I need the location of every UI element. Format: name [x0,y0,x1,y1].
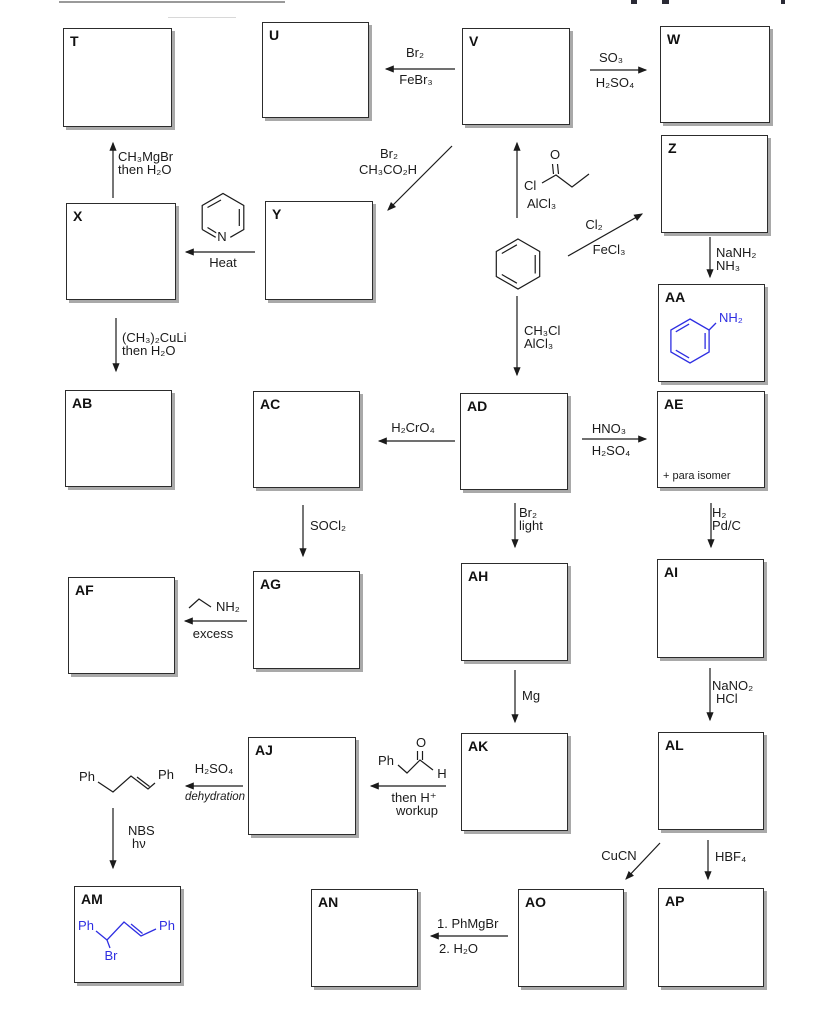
box-label: AA [665,289,686,305]
reagent-br2-radical: Br₂ [519,505,538,520]
box-label: AI [664,564,678,580]
box-label: AP [665,893,685,909]
box-label: AL [665,737,684,753]
reagent-h2so4-dehydration: H₂SO₄ [194,761,234,776]
reagent-cuprate: (CH₃)₂CuLi [122,330,187,345]
box-label: V [469,33,479,49]
reagent-nano2: NaNO₂ [712,678,754,693]
reagent-then-h2o-grignard: then H₂O [118,162,172,177]
reagent-then-h-plus: then H⁺ [391,790,437,805]
phenylacetaldehyde-structure [398,751,433,773]
box-label: AF [75,582,94,598]
reagent-alcl3-alkylation: AlCl₃ [524,336,554,351]
reagent-dehydration: dehydration [184,791,246,803]
box-label: AK [468,738,489,754]
bromo-diphenylpropene-structure [96,922,156,948]
reagent-alcl3-acylation: AlCl₃ [527,196,557,211]
aniline-double-bonds [676,324,705,358]
box-label: AM [81,891,103,907]
aniline-structure [671,319,716,363]
reagent-hbf4: HBF₄ [715,849,747,864]
reagent-heat: Heat [209,255,237,270]
reagent-ch3cl: CH₃Cl [524,323,561,338]
reagent-nh3: NH₃ [716,258,741,273]
acyl-bonds [542,174,589,187]
reagent-workup: workup [396,803,438,818]
aniline-hexagon [671,319,709,363]
aniline-nh2-bond [709,323,716,330]
reagent-then-h2o-cuprate: then H₂O [122,343,176,358]
atom-cl-acyl: Cl [524,178,537,193]
box-label: U [269,27,280,43]
ethylamine-bonds [189,599,211,608]
reagent-br2-febr3-bottom: FeBr₃ [399,72,433,87]
box-label: AD [467,398,488,414]
atom-ph-alkene-left: Ph [79,769,95,784]
reagent-light: light [519,518,543,533]
reagent-so3: SO₃ [598,50,624,65]
box-label: W [667,31,681,47]
reagent-ch3co2h: CH₃CO₂H [358,162,418,177]
reagent-ch3mgbr: CH₃MgBr [118,149,174,164]
box-label: AN [318,894,339,910]
box-label: AC [260,396,281,412]
reagent-excess: excess [192,626,234,641]
reagent-br2-febr3-top: Br₂ [405,45,425,60]
atom-nh2-aniline: NH₂ [719,310,743,325]
atom-o-acyl: O [549,147,561,162]
box-label: AH [468,568,489,584]
aldehyde-bonds [398,760,433,773]
reagent-h2o-workup: 2. H₂O [439,941,478,956]
reagent-nbs: NBS [128,823,155,838]
reagent-h2so4-nitration: H₂SO₄ [591,443,631,458]
reagent-br2-acoh-top: Br₂ [379,146,399,161]
acyl-co-double-bond [553,164,559,174]
atom-ph-alkene-right: Ph [158,767,174,782]
atom-ph-am-left: Ph [78,918,94,933]
atom-h-aldehyde: H [437,766,447,781]
box-label: Z [668,140,677,156]
atom-br-am: Br [104,948,118,963]
am-alkene-bonds [96,922,156,940]
box-label: AG [260,576,281,592]
reagent-pd-c: Pd/C [712,518,741,533]
box-label: AO [525,894,546,910]
box-label: AE [664,396,684,412]
benzene-hexagon [496,239,539,289]
box-label: X [73,208,83,224]
ethylamine-structure [189,599,211,608]
note-para-isomer: + para isomer [663,470,731,482]
reagent-nanh2: NaNH₂ [716,245,757,260]
atom-n-pyridine: N [217,229,227,244]
benzene-double-bonds [502,245,535,283]
atom-ph-am-right: Ph [159,918,175,933]
box-label: T [70,33,79,49]
atom-ph-aldehyde: Ph [378,753,394,768]
benzene-ring [496,239,539,289]
reagent-h2so4-sulfonation: H₂SO₄ [595,75,635,90]
reagent-phmgbr: 1. PhMgBr [437,916,499,931]
propanoyl-chloride-structure [542,164,589,187]
reagent-h2: H₂ [712,505,727,520]
reagent-fecl3: FeCl₃ [592,242,626,257]
box-label: AB [72,395,93,411]
reagent-mg: Mg [522,688,541,703]
reagent-socl2: SOCl₂ [310,518,347,533]
reagent-cucn: CuCN [601,848,637,863]
atom-nh2-ethylamine: NH₂ [216,599,240,614]
reagent-hcl: HCl [716,691,738,706]
reagent-hv: hν [132,836,146,851]
atom-o-aldehyde: O [415,735,427,750]
reagent-h2cro4: H₂CrO₄ [391,420,435,435]
am-br-bond [107,940,110,948]
box-label: AJ [255,742,273,758]
aldehyde-co-double-bond [418,751,423,760]
diphenylpropene-structure [98,776,155,792]
box-label: Y [272,206,282,222]
reagent-cl2: Cl₂ [585,217,603,232]
reagent-hno3: HNO₃ [591,421,627,436]
